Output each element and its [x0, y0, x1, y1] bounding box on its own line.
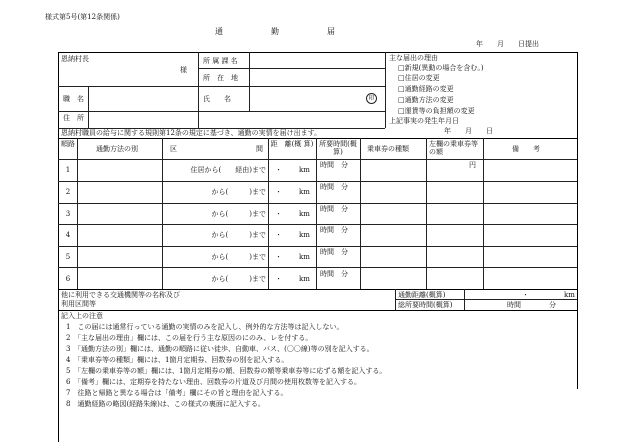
row-section: から( )まで — [211, 231, 266, 239]
form-id: 様式第5号(第12条関係) — [45, 13, 120, 21]
position-label: 職 名 — [63, 95, 84, 103]
total-time-value: 時間 分 — [507, 301, 556, 309]
row-time: 時間 分 — [320, 205, 348, 213]
statement: 恩納村職員の給与に関する規則第12条の規定に基づき、通勤の実情を届け出ます。 — [61, 129, 322, 137]
reason-item: □通勤方法の変更 — [398, 96, 454, 104]
row-section: から( )まで — [211, 275, 266, 283]
date-line: 年 月 日提出 — [476, 40, 539, 48]
row-section: から( )まで — [211, 210, 266, 218]
row-dot: ・ — [275, 275, 282, 283]
total-time-label: 総所要時間(概算) — [398, 301, 453, 309]
divider — [88, 86, 89, 128]
reason-item: □通勤経路の変更 — [398, 85, 454, 93]
location-label: 所 在 地 — [203, 74, 238, 82]
row-dot: ・ — [275, 210, 282, 218]
note-item: 4 「乗車券等の種類」欄には、1箇月定期券、回数券の別を記入する。 — [66, 356, 289, 364]
divider — [58, 138, 577, 139]
header-distance: 距 離(概 算) — [270, 140, 314, 148]
divider — [58, 310, 577, 311]
row-divider — [58, 181, 577, 182]
divider — [385, 52, 386, 128]
row-no: 5 — [65, 253, 71, 261]
row-divider — [58, 224, 577, 225]
row-section: から( )まで — [211, 188, 266, 196]
row-divider — [58, 246, 577, 247]
note-item: 3 「通勤方法の別」欄には、通勤の順路に従い徒歩、自動車、バス、(〇〇線)等の別を記入する。 — [66, 345, 374, 353]
notes-heading: 記入上の注意 — [61, 312, 103, 320]
row-km: km — [299, 275, 310, 283]
row-no: 1 — [65, 166, 71, 174]
row-dot: ・ — [275, 253, 282, 261]
header-section-right: 間 — [256, 145, 263, 153]
row-section: 住居から( 経由)まで — [190, 166, 266, 174]
row-time: 時間 分 — [320, 226, 348, 234]
header-method: 通勤方法の別 — [96, 145, 138, 153]
row-km: km — [299, 253, 310, 261]
divider — [395, 299, 577, 300]
note-item: 7 往路と帰路と異なる場合は「備考」欄にその旨と理由を記入する。 — [66, 389, 288, 397]
other-transport-label: 他に利用できる交通機関等の名称及び利用区間等 — [61, 291, 180, 308]
header-remarks: 備 考 — [512, 145, 540, 153]
divider — [198, 68, 385, 69]
row-km: km — [299, 166, 310, 174]
row-section: から( )まで — [211, 253, 266, 261]
row-dot: ・ — [275, 231, 282, 239]
divider — [249, 52, 250, 112]
row-no: 6 — [65, 275, 71, 283]
page-title: 通 勤 届 — [215, 27, 335, 36]
frame-top — [58, 52, 577, 53]
row-km: km — [299, 231, 310, 239]
name-label: 氏 名 — [203, 95, 231, 103]
row-time: 時間 分 — [320, 270, 348, 278]
row-divider — [58, 289, 577, 290]
header-section-left: 区 — [170, 145, 177, 153]
row-km: km — [299, 188, 310, 196]
row-no: 2 — [65, 188, 71, 196]
row-dot: ・ — [275, 188, 282, 196]
department-label: 所 属 課 名 — [203, 57, 238, 65]
address-label: 住 所 — [63, 114, 84, 122]
row-km: km — [299, 210, 310, 218]
note-item: 8 通勤経路の略図(経路朱線)は、この様式の裏面に記入する。 — [66, 400, 265, 408]
reason-item: □住居の変更 — [398, 74, 440, 82]
header-time: 所要時間(概 算) — [319, 140, 364, 156]
row-fare-unit: 円 — [469, 161, 476, 169]
row-no: 4 — [65, 231, 71, 239]
divider — [58, 86, 385, 87]
header-ticket: 乗車券の種類 — [367, 145, 409, 153]
reasons-heading: 主な届出の理由 — [389, 54, 438, 62]
row-no: 3 — [65, 210, 71, 218]
seal-mark: 印 — [366, 93, 377, 104]
note-item: 5 「左欄の乗車券等の額」欄には、1箇月定期券の額、回数券の額等乗車券等に応ずる額を記入する。 — [66, 367, 387, 375]
reason-item: □新規(異動の場合を含む。) — [398, 64, 484, 72]
fact-date: 年 月 日 — [444, 127, 493, 135]
note-item: 2 「主な届出の理由」欄には、この届を行う主な原因のにのみ、レを付する。 — [66, 334, 313, 342]
row-divider — [58, 203, 577, 204]
reason-item: □運賃等の負担額の変更 — [398, 107, 475, 115]
total-distance-value: ・ km — [522, 291, 575, 299]
note-item: 1 この届には通常行っている通勤の実情のみを記入し、例外的な方法等は記入しない。 — [66, 323, 344, 331]
fact-date-label: 上記事実の発生年月日 — [389, 117, 459, 125]
frame-right — [577, 52, 578, 389]
addressee: 恩納村長 — [61, 55, 89, 63]
divider — [58, 111, 385, 112]
addressee-suffix: 様 — [180, 66, 187, 74]
row-time: 時間 分 — [320, 248, 348, 256]
row-time: 時間 分 — [320, 161, 348, 169]
row-dot: ・ — [275, 166, 282, 174]
note-item: 6 「備考」欄には、定期券を持たない理由、回数券の片道及び月間の使用枚数等を記入する。 — [66, 378, 361, 386]
header-seq: 順路 — [61, 140, 75, 148]
divider — [198, 52, 199, 128]
row-divider — [58, 267, 577, 268]
row-divider — [58, 159, 577, 160]
total-distance-label: 通勤距離(概算) — [398, 291, 446, 299]
row-time: 時間 分 — [320, 183, 348, 191]
header-fare: 左欄の乗車券等の額 — [429, 140, 478, 156]
